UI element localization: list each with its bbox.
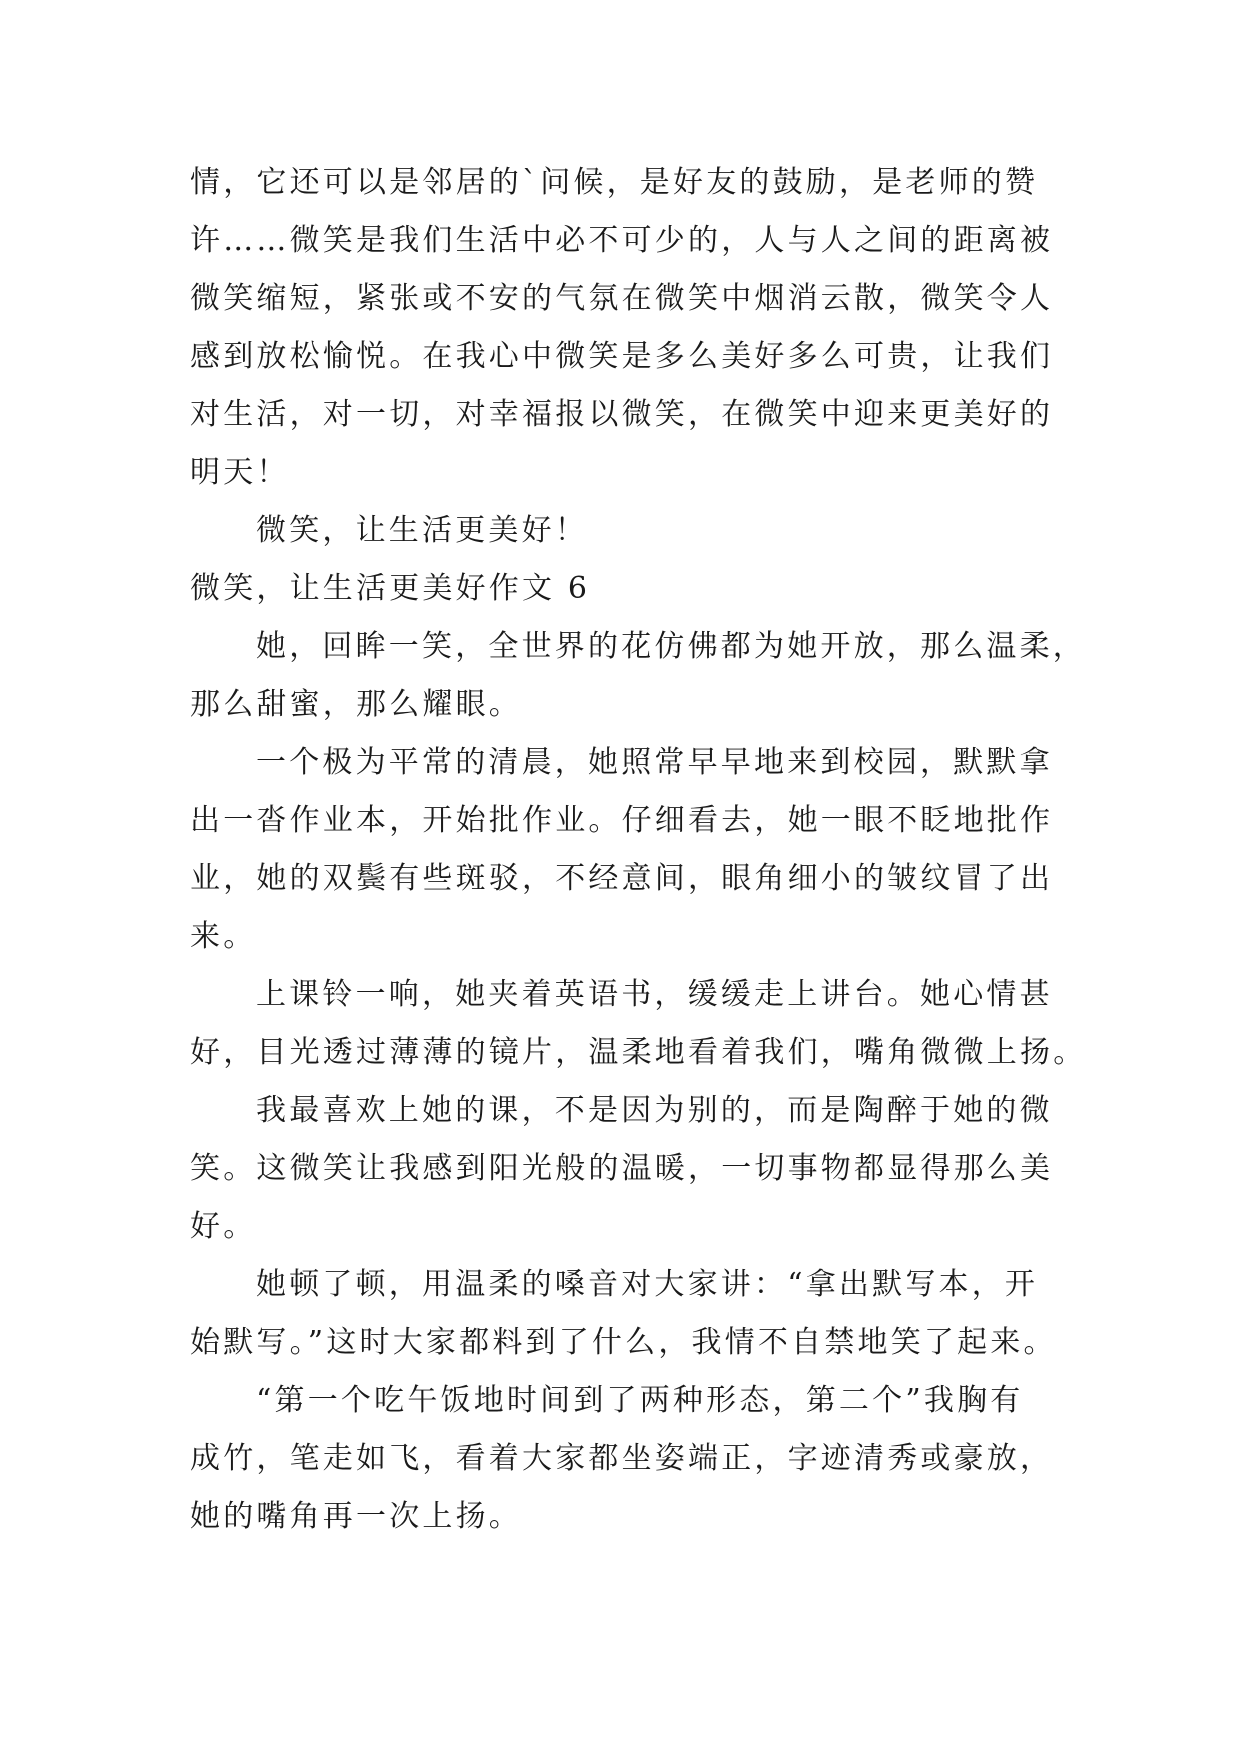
section-heading: 微笑，让生活更美好作文 6 xyxy=(190,571,591,606)
text-line: 始默写。”这时大家都料到了什么，我情不自禁地笑了起来。 xyxy=(190,1325,1057,1360)
text-line: “第一个吃午饭地时间到了两种形态，第二个”我胸有 xyxy=(256,1383,1024,1418)
text-line: 好。 xyxy=(190,1209,257,1244)
text-line: 她顿了顿，用温柔的嗓音对大家讲：“拿出默写本，开 xyxy=(256,1267,1039,1302)
text-line: 成竹，笔走如飞，看着大家都坐姿端正，字迹清秀或豪放， xyxy=(190,1441,1054,1476)
text-line: 她，回眸一笑，全世界的花仿佛都为她开放，那么温柔， xyxy=(256,629,1086,664)
text-line: 许……微笑是我们生活中必不可少的，人与人之间的距离被 xyxy=(190,223,1054,258)
text-line: 微笑缩短，紧张或不安的气氛在微笑中烟消云散，微笑令人 xyxy=(190,281,1054,316)
text-line: 笑。这微笑让我感到阳光般的温暖，一切事物都显得那么美 xyxy=(190,1151,1054,1186)
text-line: 一个极为平常的清晨，她照常早早地来到校园，默默拿 xyxy=(256,745,1053,780)
text-line: 微笑，让生活更美好！ xyxy=(256,513,588,548)
text-line: 上课铃一响，她夹着英语书，缓缓走上讲台。她心情甚 xyxy=(256,977,1053,1012)
text-line: 明天！ xyxy=(190,455,290,490)
text-line: 业，她的双鬓有些斑驳，不经意间，眼角细小的皱纹冒了出 xyxy=(190,861,1054,896)
text-line: 来。 xyxy=(190,919,257,954)
text-line: 好，目光透过薄薄的镜片，温柔地看着我们，嘴角微微上扬。 xyxy=(190,1035,1087,1070)
text-line: 感到放松愉悦。在我心中微笑是多么美好多么可贵，让我们 xyxy=(190,339,1054,374)
text-line: 出一沓作业本，开始批作业。仔细看去，她一眼不眨地批作 xyxy=(190,803,1054,838)
text-line: 情，它还可以是邻居的`问候，是好友的鼓励，是老师的赞 xyxy=(190,165,1039,200)
text-line: 我最喜欢上她的课，不是因为别的，而是陶醉于她的微 xyxy=(256,1093,1053,1128)
text-line: 对生活，对一切，对幸福报以微笑，在微笑中迎来更美好的 xyxy=(190,397,1054,432)
text-line: 她的嘴角再一次上扬。 xyxy=(190,1499,522,1534)
text-line: 那么甜蜜，那么耀眼。 xyxy=(190,687,522,722)
body-text xyxy=(190,154,1087,1546)
